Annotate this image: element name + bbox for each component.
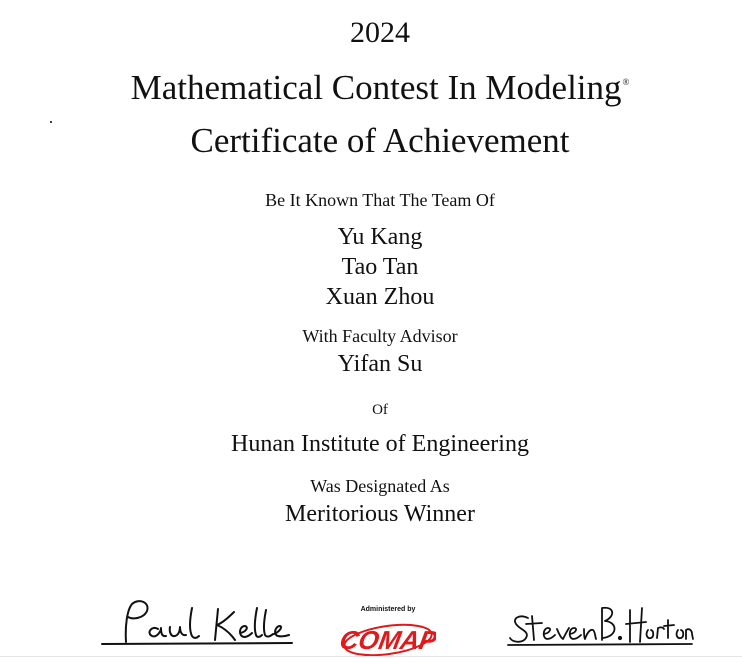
team-member: Xuan Zhou <box>325 284 435 310</box>
registered-mark: ® <box>622 77 630 87</box>
administered-by-label: Administered by <box>360 606 416 613</box>
svg-text:COMAP: COMAP <box>340 625 436 655</box>
team-member: Tao Tan <box>341 254 419 280</box>
of-label: Of <box>372 402 388 418</box>
advisor-label: With Faculty Advisor <box>302 326 458 346</box>
bottom-divider <box>0 656 742 657</box>
year: 2024 <box>350 16 410 49</box>
institution-name: Hunan Institute of Engineering <box>231 431 529 457</box>
contest-name <box>0 68 742 108</box>
advisor-name: Yifan Su <box>337 351 423 377</box>
contest-name-text: Mathematical Contest In Modeling <box>130 68 622 107</box>
award-title: Meritorious Winner <box>285 501 475 527</box>
right-signature <box>506 600 696 652</box>
comap-logo <box>340 614 436 658</box>
certificate-title: Certificate of Achievement <box>190 121 570 160</box>
left-signature <box>100 596 295 652</box>
intro-text: Be It Known That The Team Of <box>265 190 495 210</box>
designated-label: Was Designated As <box>310 476 450 496</box>
team-member: Yu Kang <box>337 224 423 250</box>
